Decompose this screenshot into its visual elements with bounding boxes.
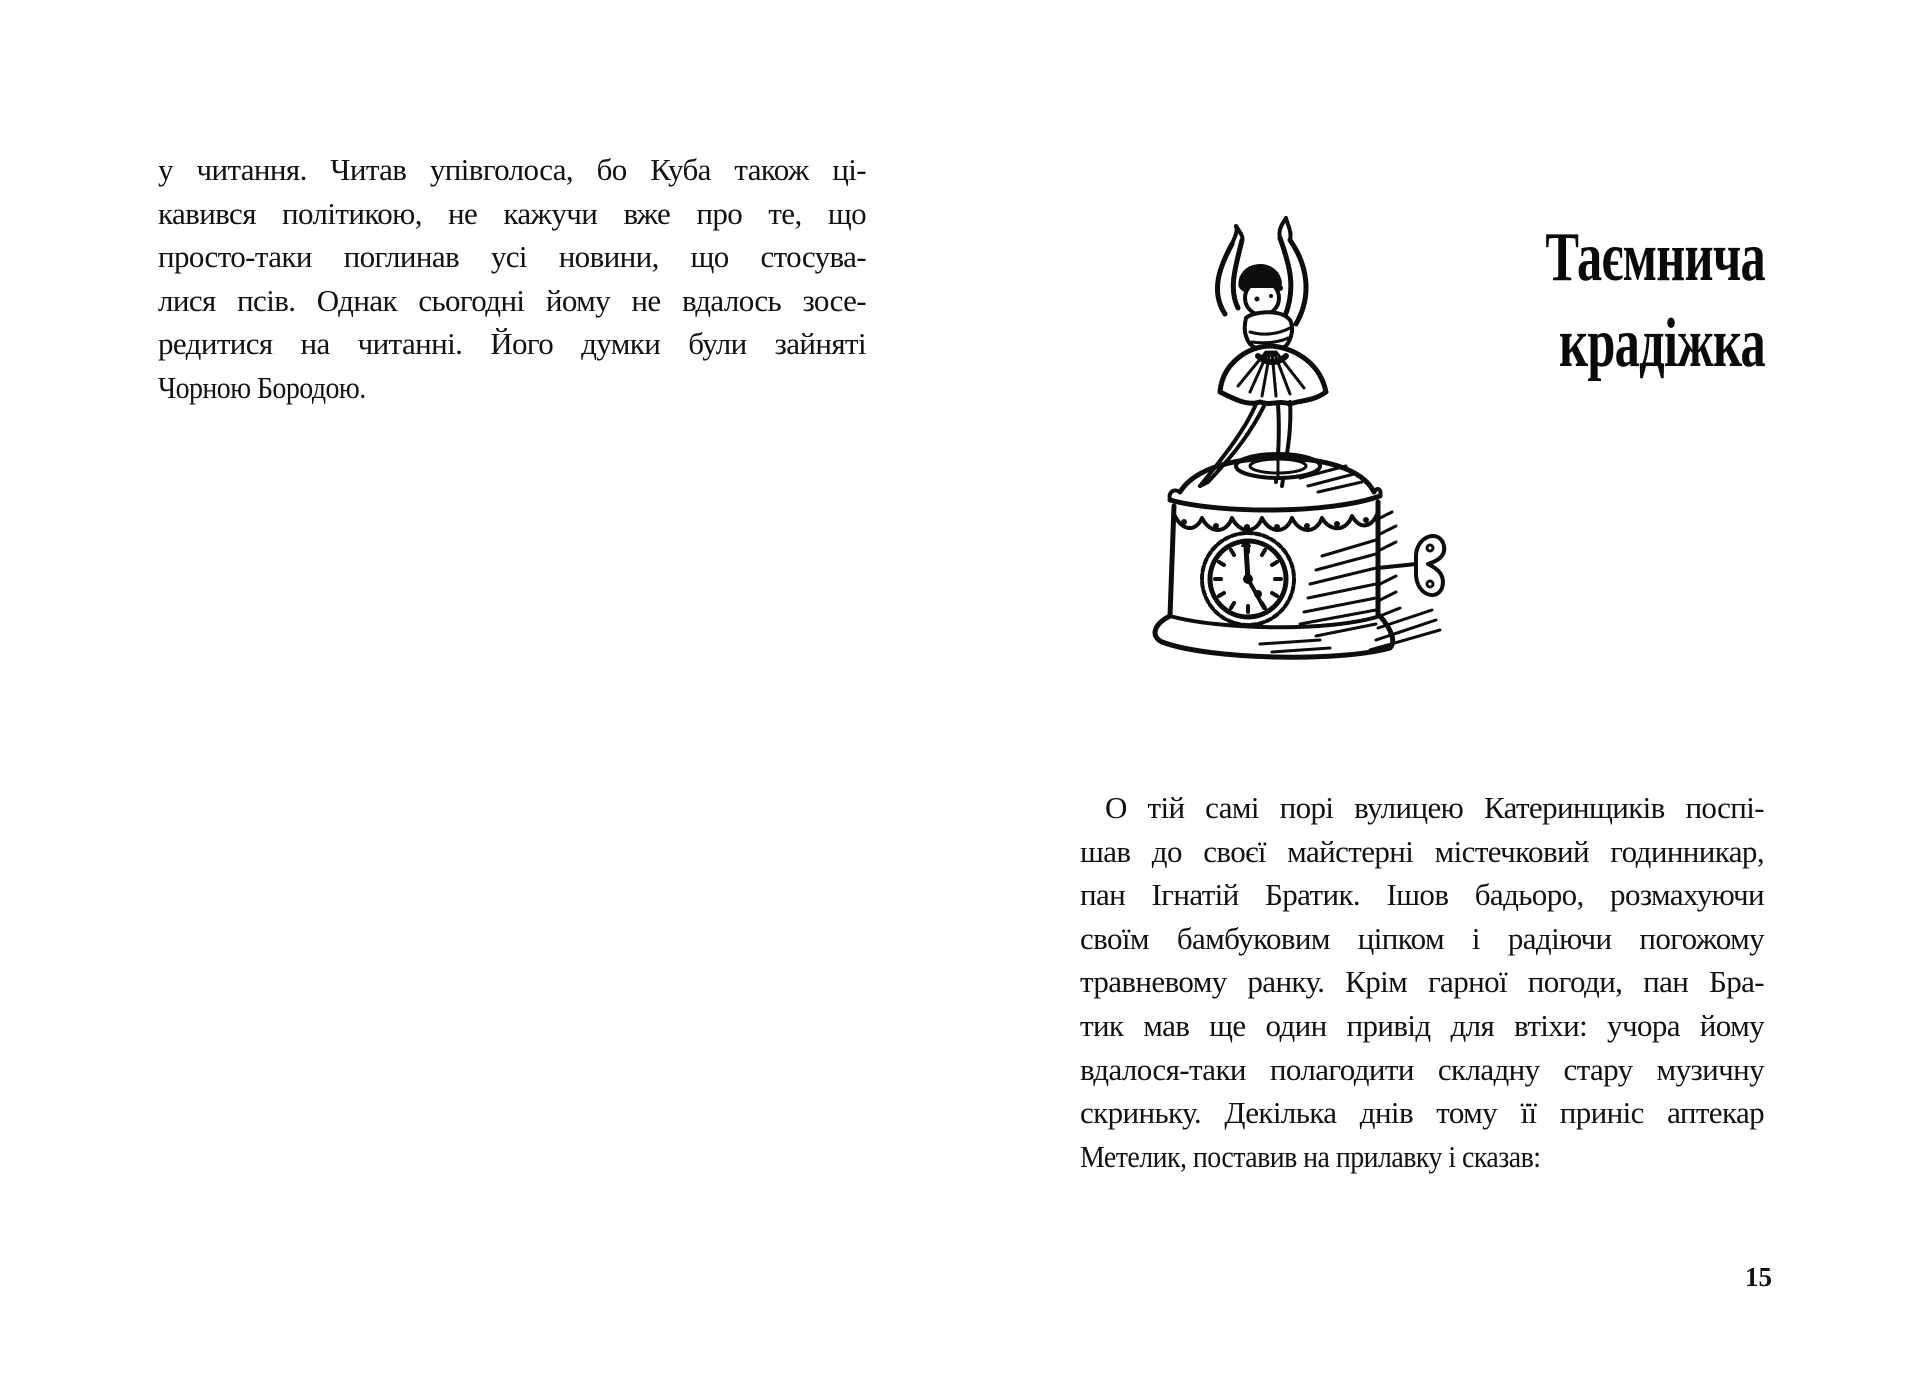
chapter-title-line: крадіжка	[1558, 304, 1765, 382]
text-line: скриньку. Декілька днів тому її приніс аптекар	[1080, 1095, 1764, 1131]
page-number: 15	[1745, 1262, 1772, 1292]
text-line: вдалося-таки полагодити складну стару музичну	[1080, 1051, 1764, 1087]
text-line: редитися на читанні. Його думки були зайняті	[158, 326, 866, 362]
text-line: травневому ранку. Крім гарної погоди, пан Бра-	[1080, 964, 1764, 1000]
text-line: тик мав ще один привід для втіхи: учора йому	[1080, 1007, 1764, 1043]
text-line: Чорною Бородою.	[158, 369, 366, 405]
text-line: пан Ігнатій Братик. Ішов бадьоро, розмахуючи	[1080, 877, 1764, 913]
text-line: О тій самі порі вулицею Катеринщиків поспі-	[1105, 790, 1764, 825]
text-line: шав до своєї майстерні містечковий годинникар,	[1080, 833, 1764, 869]
text-line: своїм бамбуковим ціпком і радіючи погожому	[1080, 920, 1764, 956]
music-box-ballerina-illustration	[1140, 196, 1450, 661]
text-line: у читання. Читав упівголоса, бо Куба також ці-	[158, 152, 866, 187]
text-line: Метелик, поставив на прилавку і сказав:	[1080, 1138, 1541, 1174]
left-page-body-text	[158, 148, 866, 410]
chapter-title-line: Таємнича	[1545, 218, 1765, 296]
chapter-title	[1460, 215, 1765, 387]
right-page-body-text	[1080, 786, 1764, 1178]
text-line: кавився політикою, не кажучи вже про те, що	[158, 195, 866, 231]
text-line: просто-таки поглинав усі новини, що стосува-	[158, 239, 866, 275]
right-page	[960, 0, 1920, 1386]
text-line: лися псів. Однак сьогодні йому не вдалось зосе-	[158, 282, 866, 318]
